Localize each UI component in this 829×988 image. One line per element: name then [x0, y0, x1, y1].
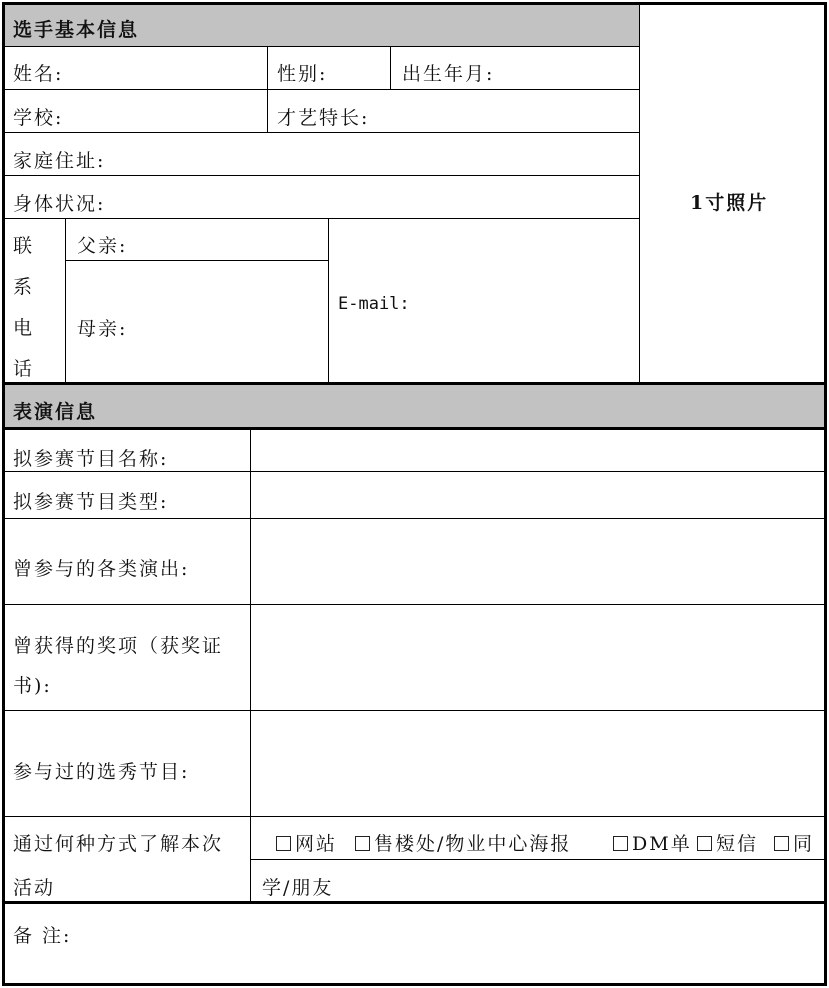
source-option-dm[interactable]	[613, 829, 692, 856]
mother-label: 母亲:	[77, 318, 128, 340]
awards-label-line1: 曾获得的奖项（获奖证	[13, 635, 224, 657]
hline	[4, 218, 640, 219]
name-field[interactable]	[4, 47, 267, 90]
source-label-cell	[4, 817, 251, 903]
border-left	[2, 2, 5, 986]
gender-field[interactable]	[267, 47, 390, 90]
hline-thick	[4, 382, 825, 385]
vline	[65, 219, 66, 384]
source-option-dm-label: DM单	[632, 833, 692, 855]
hline	[251, 859, 825, 860]
section-basic-title: 选手基本信息	[13, 19, 140, 41]
source-option-poster[interactable]	[355, 829, 571, 856]
school-field[interactable]	[4, 90, 267, 133]
health-label: 身体状况:	[13, 193, 106, 215]
contact-char-4: 话	[13, 358, 35, 380]
awards-field[interactable]	[251, 605, 825, 711]
hline-thick	[4, 901, 825, 904]
hline	[4, 46, 640, 47]
past-perf-label: 曾参与的各类演出:	[13, 558, 190, 580]
shows-label: 参与过的选秀节目:	[13, 761, 190, 783]
gender-label: 性别:	[277, 63, 328, 85]
vline	[639, 4, 640, 384]
source-option-poster-label: 售楼处/物业中心海报	[374, 833, 572, 855]
source-label-line1: 通过何种方式了解本次	[13, 833, 224, 855]
border-bottom	[2, 983, 827, 986]
contact-phone-label	[4, 219, 66, 384]
shows-label-cell	[4, 711, 251, 817]
past-perf-label-cell	[4, 519, 251, 605]
hline	[4, 89, 640, 90]
hline	[4, 132, 640, 133]
hline	[4, 604, 825, 605]
email-label: E-mail:	[338, 294, 410, 314]
vline	[267, 47, 268, 133]
program-type-label: 拟参赛节目类型:	[13, 491, 169, 513]
photo-area[interactable]	[640, 4, 825, 384]
address-label: 家庭住址:	[13, 150, 106, 172]
source-option-website-label: 网站	[295, 833, 338, 855]
hline-thick	[4, 427, 825, 430]
remarks-field[interactable]	[4, 903, 825, 984]
past-perf-field[interactable]	[251, 519, 825, 605]
father-label: 父亲:	[77, 235, 128, 257]
contact-char-2: 系	[13, 276, 35, 298]
hline	[4, 518, 825, 519]
hline	[4, 816, 825, 817]
source-option-website[interactable]	[276, 829, 337, 856]
address-field[interactable]	[4, 133, 640, 176]
source-option-friend-wrap: 学/朋友	[262, 877, 334, 899]
source-option-sms[interactable]	[697, 829, 758, 856]
hline	[4, 471, 825, 472]
father-phone-field[interactable]	[66, 219, 329, 261]
source-option-sms-label: 短信	[716, 833, 759, 855]
program-name-label: 拟参赛节目名称:	[13, 448, 169, 470]
birth-field[interactable]	[390, 47, 640, 90]
checkbox-icon[interactable]	[613, 836, 628, 851]
contact-char-1: 联	[13, 235, 35, 257]
school-label: 学校:	[13, 107, 64, 129]
checkbox-icon[interactable]	[697, 836, 712, 851]
hline	[4, 710, 825, 711]
health-field[interactable]	[4, 176, 640, 219]
checkbox-icon[interactable]	[355, 836, 370, 851]
vline	[328, 219, 329, 384]
hline	[4, 175, 640, 176]
vline	[390, 47, 391, 90]
border-top	[2, 2, 827, 5]
contact-char-3: 电	[13, 317, 35, 339]
birth-label: 出生年月:	[402, 63, 495, 85]
program-type-field[interactable]	[251, 472, 825, 519]
email-field[interactable]	[329, 219, 640, 384]
program-type-label-cell	[4, 472, 251, 519]
source-option-friend[interactable]	[774, 829, 814, 856]
awards-label-cell	[4, 605, 251, 711]
name-label: 姓名:	[13, 63, 64, 85]
hline	[66, 260, 329, 261]
shows-field[interactable]	[251, 711, 825, 817]
section-perf-title: 表演信息	[13, 401, 98, 423]
section-basic-header	[4, 4, 640, 47]
talent-label: 才艺特长:	[277, 107, 370, 129]
photo-label: 1寸照片	[690, 192, 769, 214]
checkbox-icon[interactable]	[774, 836, 789, 851]
mother-phone-field[interactable]	[66, 261, 329, 384]
vline	[250, 429, 251, 903]
talent-field[interactable]	[267, 90, 640, 133]
program-name-label-cell	[4, 429, 251, 472]
remarks-label: 备 注:	[13, 925, 72, 947]
program-name-field[interactable]	[251, 429, 825, 472]
source-label-line2: 活动	[13, 877, 56, 899]
checkbox-icon[interactable]	[276, 836, 291, 851]
border-right	[824, 2, 827, 986]
awards-label-line2: 书):	[13, 675, 52, 697]
section-perf-header	[4, 384, 825, 429]
source-option-friend-label: 同	[793, 833, 815, 855]
